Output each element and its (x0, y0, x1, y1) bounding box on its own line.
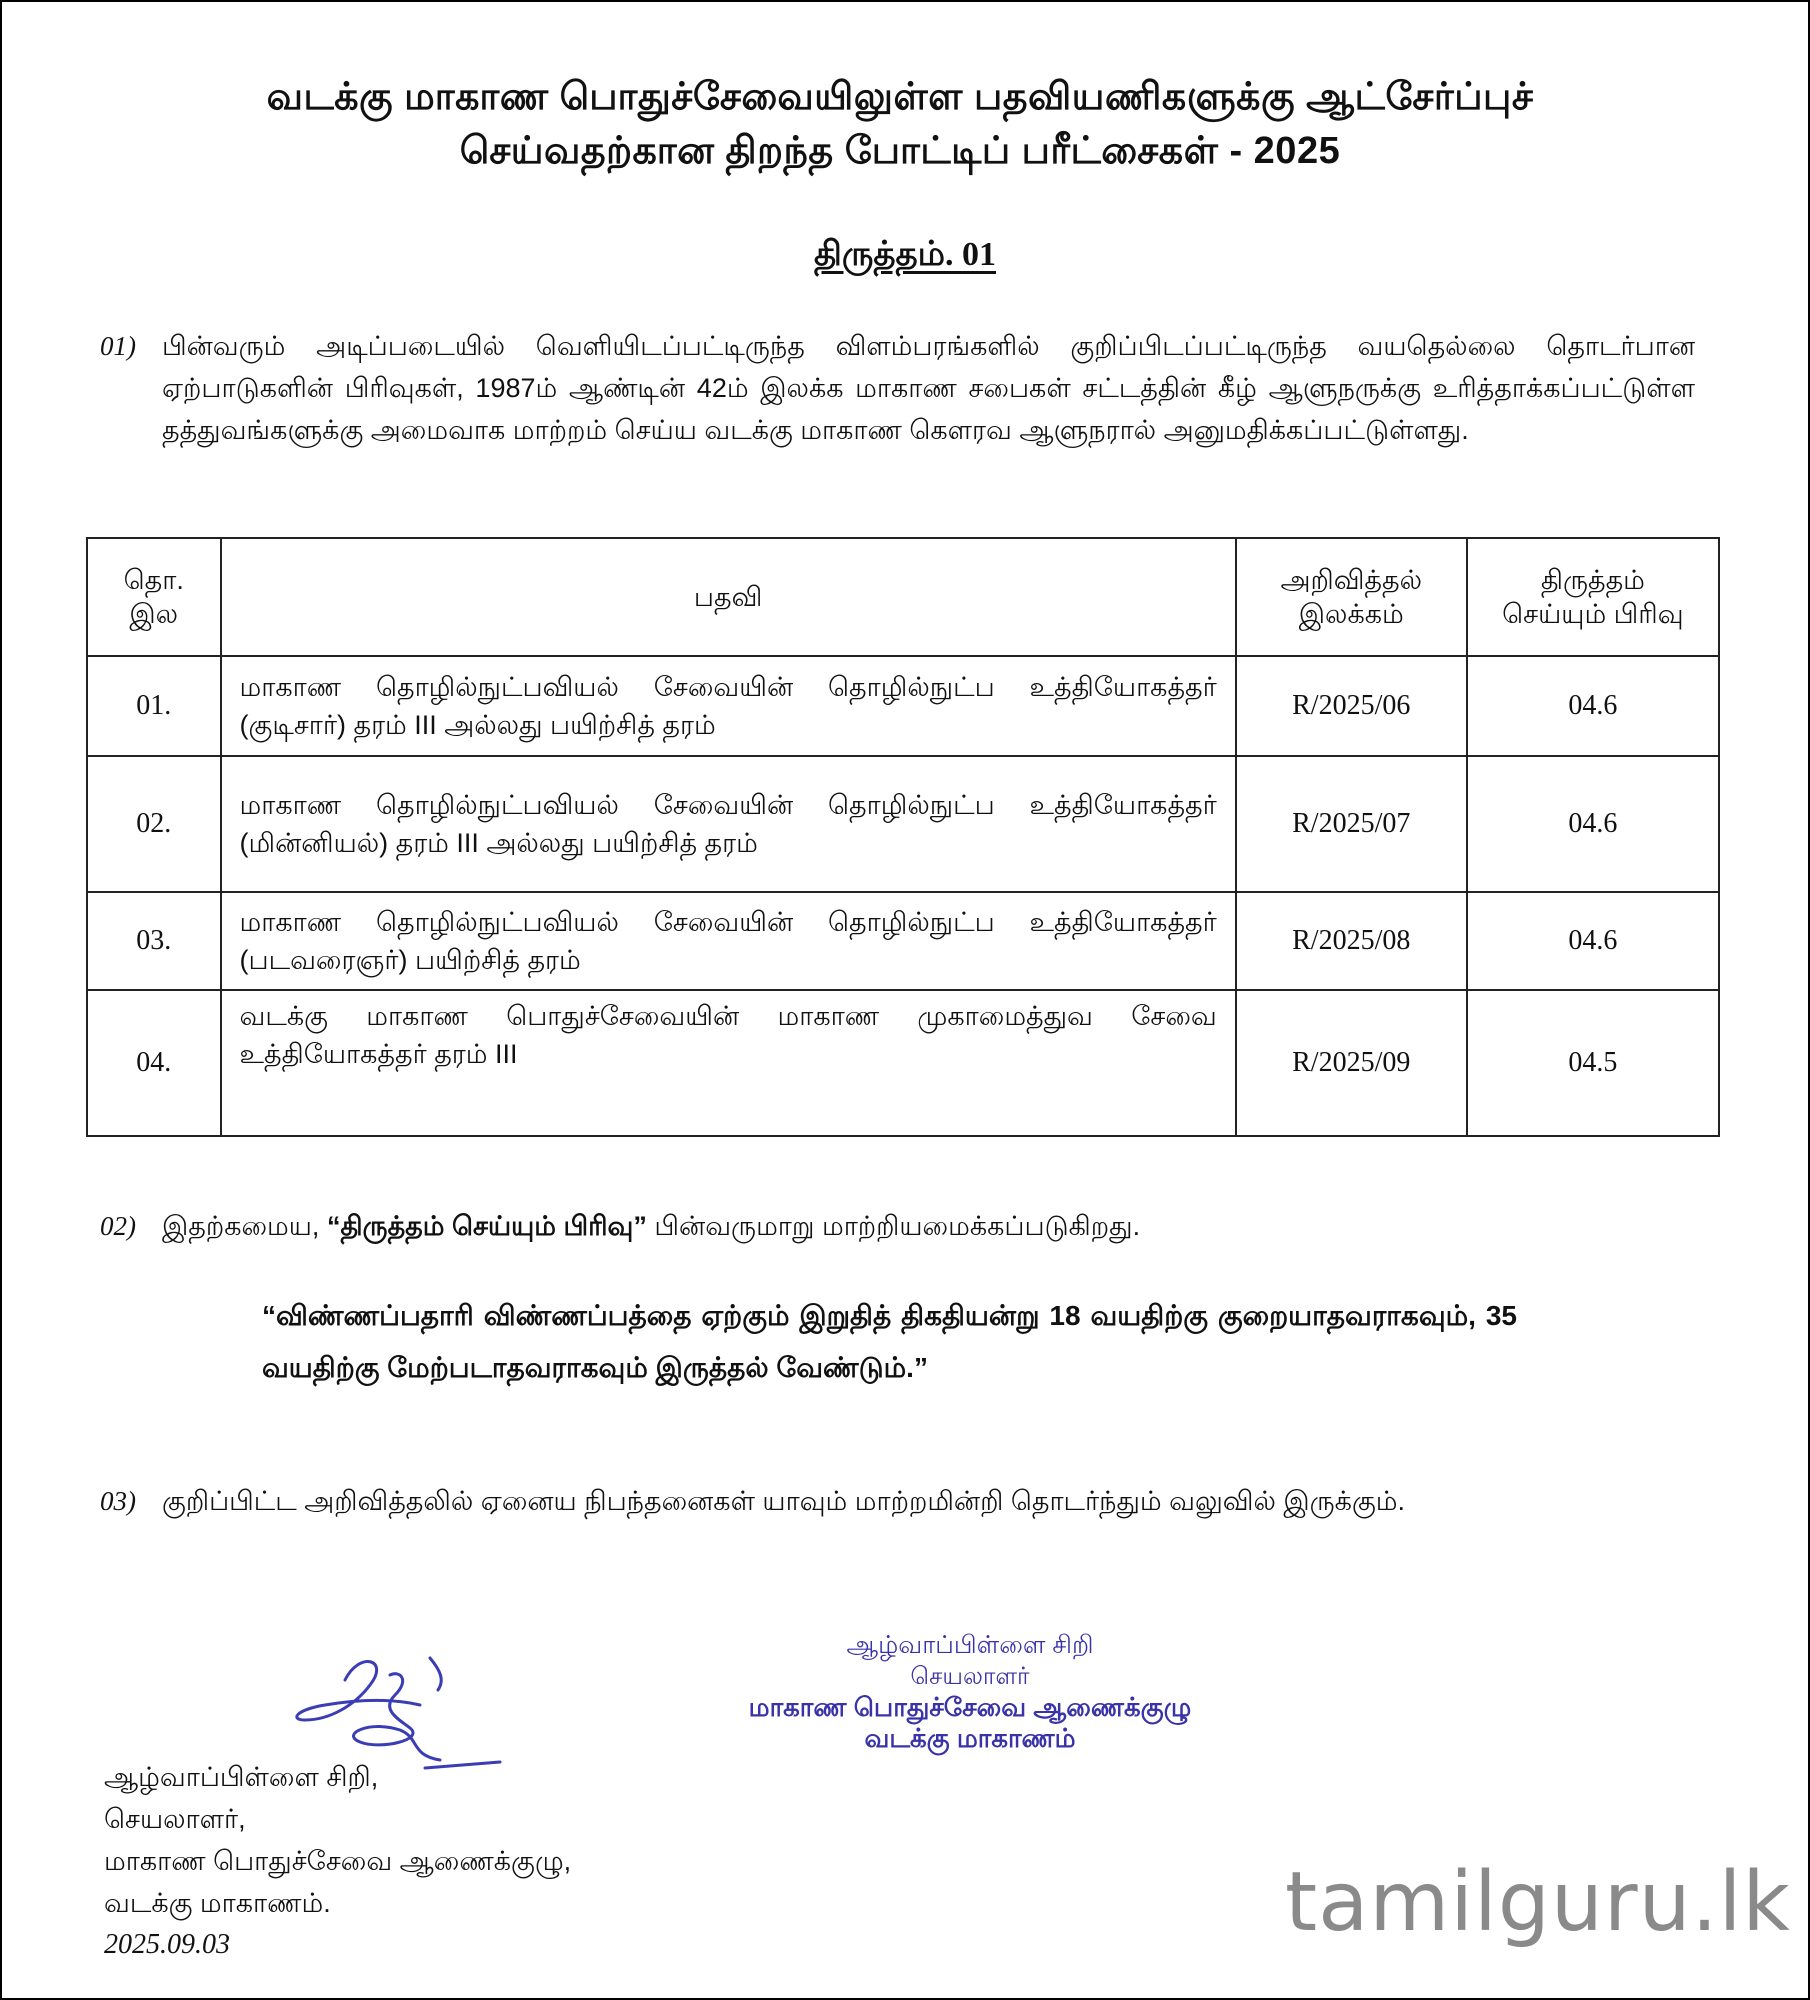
paragraph-03 (100, 1480, 1695, 1522)
paragraph-text-after: பின்வருமாறு மாற்றியமைக்கப்படுகிறது. (646, 1211, 1141, 1241)
row-section: 04.5 (1467, 990, 1719, 1136)
header-post: பதவி (221, 538, 1236, 656)
table-row (87, 892, 1719, 990)
row-serial-no: 01. (87, 656, 221, 756)
row-notice-no: R/2025/08 (1236, 892, 1467, 990)
row-post: மாகாண தொழில்நுட்பவியல் சேவையின் தொழில்நுட்ப உத்தியோகத்தர் (குடிசார்) தரம் III அல்லது பயிற்சித் தரம் (221, 656, 1236, 756)
paragraph-text (162, 1205, 1695, 1247)
paragraph-number: 03) (100, 1486, 136, 1516)
site-watermark: tamilguru.lk (1285, 1855, 1791, 1950)
row-section: 04.6 (1467, 656, 1719, 756)
row-serial-no: 03. (87, 892, 221, 990)
quoted-section-name: “திருத்தம் செய்யும் பிரிவு” (326, 1211, 647, 1241)
row-post: வடக்கு மாகாண பொதுச்சேவையின் மாகாண முகாமைத்துவ சேவை உத்தியோகத்தர் தரம் III (221, 990, 1236, 1136)
amendment-heading-text: திருத்தம். 01 (813, 236, 997, 273)
signatory-name: ஆழ்வாப்பிள்ளை சிறி, (104, 1762, 379, 1792)
document-title (150, 70, 1650, 178)
paragraph-number: 02) (100, 1211, 136, 1241)
official-stamp (680, 1630, 1260, 1754)
table-row (87, 756, 1719, 892)
title-line-1: வடக்கு மாகாண பொதுச்சேவையிலுள்ள பதவியணிகளுக்கு ஆட்சேர்ப்புச் (266, 76, 1534, 118)
paragraph-text: குறிப்பிட்ட அறிவித்தலில் ஏனைய நிபந்தனைகள் யாவும் மாற்றமின்றி தொடர்ந்தும் வலுவில் இருக்கும். (162, 1486, 1406, 1516)
amended-clause-quote: “விண்ணப்பதாரி விண்ணப்பத்தை ஏற்கும் இறுதித் திகதியன்று 18 வயதிற்கு குறையாதவராகவும், 35 வயதிற்கு மேற்படாதவராகவும் இருத்தல் வேண்டும்.” (262, 1300, 1517, 1383)
title-line-2: செய்வதற்கான திறந்த போட்டிப் பரீட்சைகள் - 2025 (459, 130, 1341, 172)
paragraph-01 (100, 325, 1695, 451)
signature-icon (90, 1650, 690, 1770)
row-section: 04.6 (1467, 892, 1719, 990)
row-post: மாகாண தொழில்நுட்பவியல் சேவையின் தொழில்நுட்ப உத்தியோகத்தர் (படவரைஞர்) பயிற்சித் தரம் (221, 892, 1236, 990)
header-notice-no: அறிவித்தல் இலக்கம் (1236, 538, 1467, 656)
row-section: 04.6 (1467, 756, 1719, 892)
row-notice-no: R/2025/09 (1236, 990, 1467, 1136)
paragraph-number: 01) (100, 331, 136, 361)
stamp-name: ஆழ்வாப்பிள்ளை சிறி (846, 1631, 1094, 1659)
row-notice-no: R/2025/07 (1236, 756, 1467, 892)
signatory-designation: செயலாளர், (104, 1804, 246, 1834)
table-row (87, 656, 1719, 756)
paragraph-text: பின்வரும் அடிப்படையில் வெளியிடப்பட்டிருந்த விளம்பரங்களில் குறிப்பிடப்பட்டிருந்த வயதெல்லை தொடர்பான ஏற்பாடுகளின் பிரிவுகள், 1987ம் ஆண்டின் 42ம் இலக்க மாகாண சபைகள் சட்டத்தின் கீழ் ஆளுநருக்கு உரித்தாக்கப்பட்டுள்ள தத்துவங்களுக்கு அமைவாக மாற்றம் செய்ய வடக்கு மாகாண கௌரவ ஆளுநரால் அனுமதிக்கப்பட்டுள்ளது. (162, 331, 1695, 445)
amendment-heading (0, 236, 1810, 278)
amendment-table (86, 537, 1720, 1137)
table-header-row (87, 538, 1719, 656)
row-post: மாகாண தொழில்நுட்பவியல் சேவையின் தொழில்நுட்ப உத்தியோகத்தர் (மின்னியல்) தரம் III அல்லது பயிற்சித் தரம் (221, 756, 1236, 892)
row-serial-no: 02. (87, 756, 221, 892)
signatory-province: வடக்கு மாகாணம். (104, 1888, 331, 1918)
row-notice-no: R/2025/06 (1236, 656, 1467, 756)
table-row (87, 990, 1719, 1136)
paragraph-02 (100, 1205, 1695, 1247)
row-serial-no: 04. (87, 990, 221, 1136)
signatory-office: மாகாண பொதுச்சேவை ஆணைக்குழு, (104, 1846, 572, 1876)
stamp-office: மாகாண பொதுச்சேவை ஆணைக்குழு (748, 1692, 1192, 1722)
header-section: திருத்தம் செய்யும் பிரிவு (1467, 538, 1719, 656)
paragraph-text-before: இதற்கமைய, (162, 1211, 327, 1241)
header-serial-no: தொ. இல (87, 538, 221, 656)
document-date: 2025.09.03 (104, 1929, 230, 1960)
stamp-designation: செயலாளர் (910, 1663, 1030, 1690)
stamp-province: வடக்கு மாகாணம் (864, 1723, 1076, 1753)
signatory-block (104, 1756, 571, 1966)
